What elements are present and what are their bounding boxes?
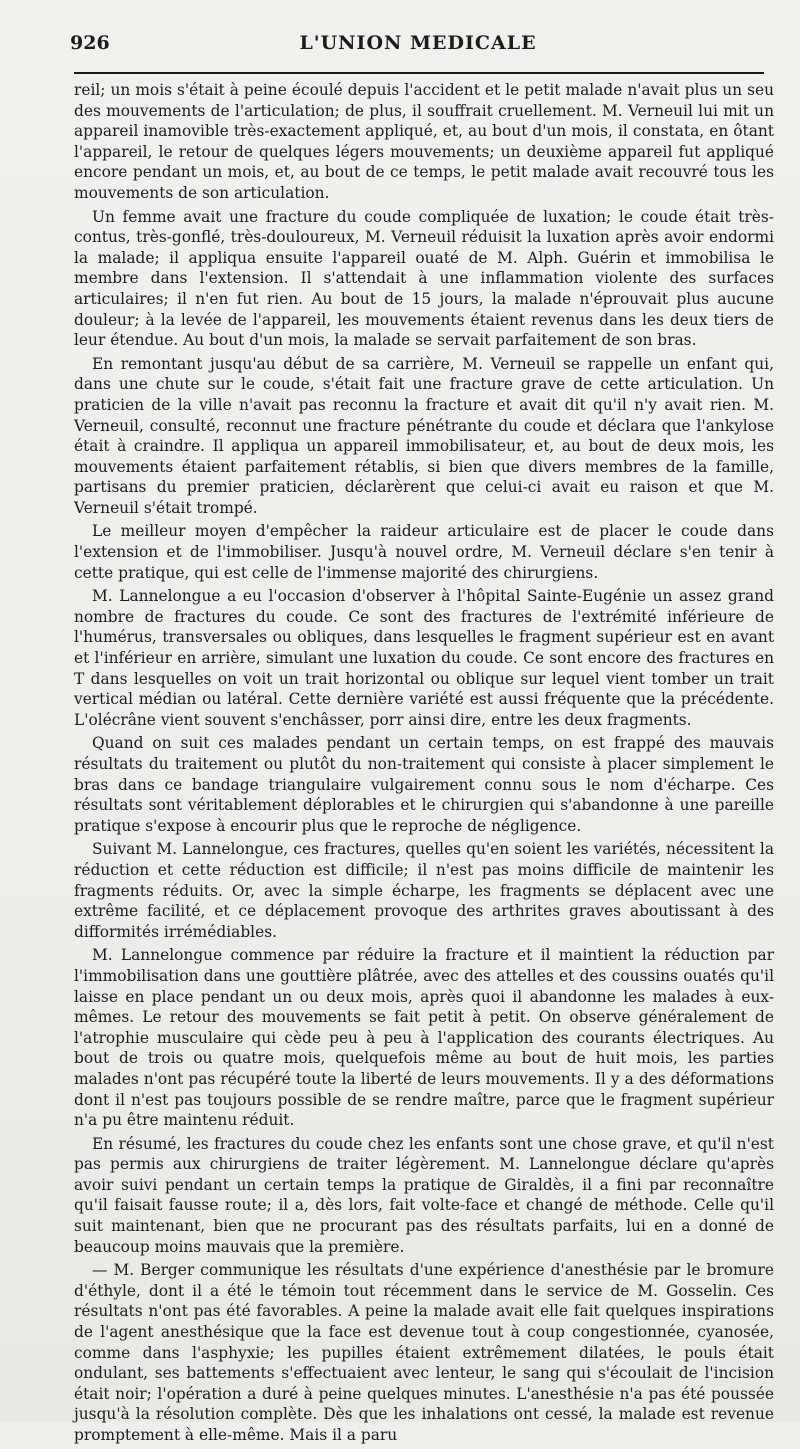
- paragraph: Un femme avait une fracture du coude compliquée de luxation; le coude était très-contus, très-gonflé, très-douloureux, M. Verneuil réduisit la luxation après avoir endormi la malade; il appliqua ensuite l'appareil ouaté de M. Alph. Guérin et immobilisa le membre dans l'extension. Il s'attendait à une inflammation violente des surfaces articulaires; il n'en fut rien. Au bout de 15 jours, la malade n'éprouvait plus aucune douleur; à la levée de l'appareil, les mouvements étaient revenus dans les deux tiers de leur étendue. Au bout d'un mois, la malade se servait parfaitement de son bras.: [74, 207, 774, 350]
- header-rule: [74, 72, 764, 74]
- page-number: 926: [70, 32, 110, 54]
- journal-title: L'UNION MEDICALE: [299, 32, 537, 54]
- paragraph: reil; un mois s'était à peine écoulé depuis l'accident et le petit malade n'avait plus un seu des mouvements de l'articulation; de plus, il souffrait cruellement. M. Verneuil lui mit un appareil inamovible très-exactement appliqué, et, au bout d'un mois, il constata, en ôtant l'appareil, le retour de quelques légers mouvements; un deuxième appareil fut appliqué encore pendant un mois, et, au bout de ce temps, le petit malade avait recouvré tous les mouvements de son articulation.: [74, 81, 774, 202]
- paragraph: M. Lannelongue commence par réduire la fracture et il maintient la réduction par l'immobilisation dans une gouttière plâtrée, avec des attelles et des coussins ouatés qu'il laisse en place pendant un ou deux mois, après quoi il abandonne les malades à eux-mêmes. Le retour des mouvements se fait petit à petit. On observe généralement de l'atrophie musculaire qui cède peu à peu à l'application des courants électriques. Au bout de trois ou quatre mois, quelquefois même au bout de huit mois, les parties malades n'ont pas récupéré toute la liberté de leurs mouvements. Il y a des déformations dont il n'est pas toujours possible de se rendre maître, parce que le fragment supérieur n'a pu être maintenu réduit.: [74, 946, 774, 1130]
- paragraph: En résumé, les fractures du coude chez les enfants sont une chose grave, et qu'il n'est pas permis aux chirurgiens de traiter légèrement. M. Lannelongue déclare qu'après avoir suivi pendant un certain temps la pratique de Giraldès, il a fini par reconnaître qu'il faisait fausse route; il a, dès lors, fait volte-face et changé de méthode. Celle qu'il suit maintenant, bien que ne procurant pas des résultats parfaits, lui en a donné de beaucoup moins mauvais que la première.: [74, 1134, 774, 1256]
- paragraph: — M. Berger communique les résultats d'une expérience d'anesthésie par le bromure d'éthyle, dont il a été le témoin tout récemment dans le service de M. Gosselin. Ces résultats n'ont pas été favorables. A peine la malade avait elle fait quelques inspirations de l'agent anesthésique que la face est devenue tout à coup congestionnée, cyanosée, comme dans l'asphyxie; les pupilles étaient extrêmement dilatées, le pouls était ondulant, ses battements s'effectuaient avec lenteur, le sang qui s'écoulait de l'incision était noir; l'opération a duré à peine quelques minutes. L'anesthésie n'a pas été poussée jusqu'à la résolution complète. Dès que les inhalations ont cessé, la malade est revenue promptement à elle-même. Mais il a paru: [74, 1261, 774, 1444]
- paragraph: Suivant M. Lannelongue, ces fractures, quelles qu'en soient les variétés, nécessitent la réduction et cette réduction est difficile; il n'est pas moins difficile de maintenir les fragments réduits. Or, avec la simple écharpe, les fragments se déplacent avec une extrême facilité, et ce déplacement provoque des arthrites graves aboutissant à des difformités irrémédiables.: [74, 840, 774, 941]
- paragraph: En remontant jusqu'au début de sa carrière, M. Verneuil se rappelle un enfant qui, dans une chute sur le coude, s'était fait une fracture grave de cette articulation. Un praticien de la ville n'avait pas reconnu la fracture et avait dit qu'il n'y avait rien. M. Verneuil, consulté, reconnut une fracture pénétrante du coude et déclara que l'ankylose était à craindre. Il appliqua un appareil immobilisateur, et, au bout de deux mois, les mouvements étaient parfaitement rétablis, si bien que divers membres de la famille, partisans du premier praticien, déclarèrent que celui-ci avait eu raison et que M. Verneuil s'était trompé.: [74, 354, 774, 517]
- paragraph: Le meilleur moyen d'empêcher la raideur articulaire est de placer le coude dans l'extension et de l'immobiliser. Jusqu'à nouvel ordre, M. Verneuil déclare s'en tenir à cette pratique, qui est celle de l'immense majorité des chirurgiens.: [74, 522, 774, 582]
- paragraph: Quand on suit ces malades pendant un certain temps, on est frappé des mauvais résultats du traitement ou plutôt du non-traitement qui consiste à placer simplement le bras dans ce bandage triangulaire vulgairement connu sous le nom d'écharpe. Ces résultats sont véritablement déplorables et le chirurgien qui s'abandonne à une pareille pratique s'expose à encourir plus que le reproche de négligence.: [74, 734, 774, 835]
- paragraph: M. Lannelongue a eu l'occasion d'observer à l'hôpital Sainte-Eugénie un assez grand nombre de fractures du coude. Ce sont des fractures de l'extrémité inférieure de l'humérus, transversales ou obliques, dans lesquelles le fragment supérieur est en avant et l'inférieur en arrière, simulant une luxation du coude. Ce sont encore des fractures en T dans lesquelles on voit un trait horizontal ou oblique sur lequel vient tomber un trait vertical médian ou latéral. Cette dernière variété est aussi fréquente que la précédente. L'olécrâne vient souvent s'enchâsser, porr ainsi dire, entre les deux fragments.: [74, 587, 774, 729]
- article-body: [74, 80, 774, 1449]
- page-header: [68, 32, 768, 62]
